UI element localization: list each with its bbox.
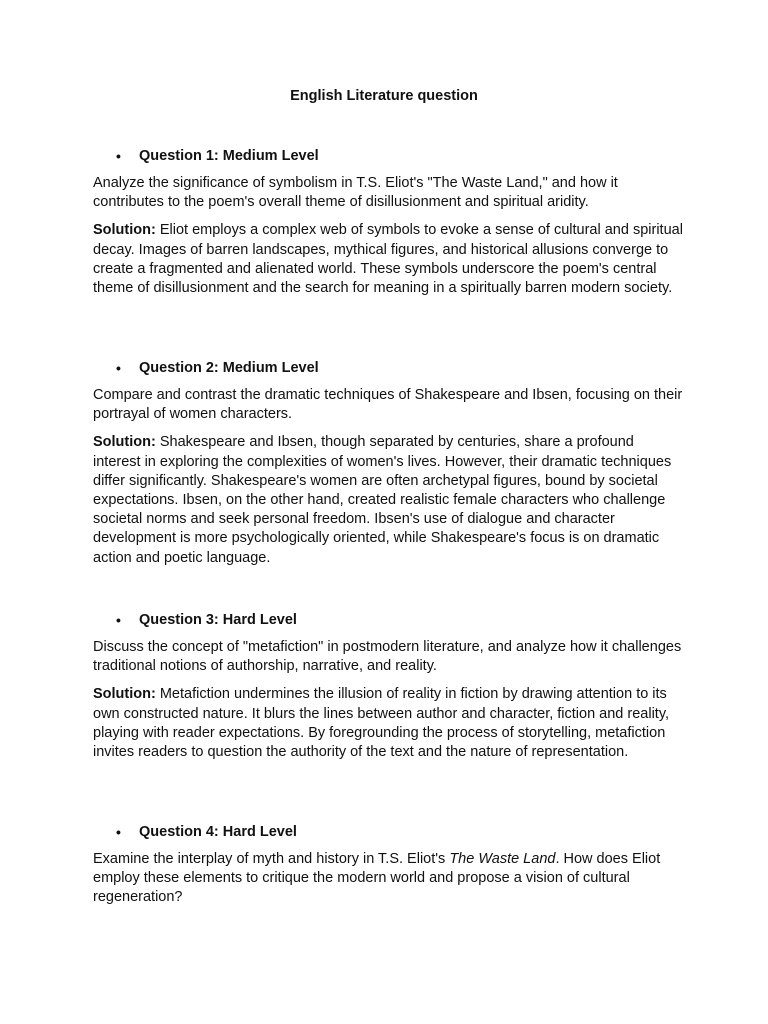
question-1-heading: [93, 146, 683, 166]
question-2-solution: [93, 433, 683, 567]
document-title: English Literature question: [290, 88, 478, 104]
bullet-icon: •: [116, 824, 121, 840]
solution-text: Eliot employs a complex web of symbols to evoke a sense of cultural and spiritual decay. Images of barren landscapes, mythical figures, and historical allusions converge to create a fragmented and alienated world. These symbols underscore the poem's central theme of disillusionment and the search for meaning in a spiritually barren modern society.: [93, 222, 683, 297]
question-2-heading-text: Question 2: Medium Level: [139, 360, 319, 376]
question-1-prompt: Analyze the significance of symbolism in T.S. Eliot's "The Waste Land," and how it contributes to the poem's overall theme of disillusionment and spiritual aridity.: [93, 175, 618, 211]
question-4: [93, 822, 683, 908]
question-1: [93, 146, 683, 298]
question-3-heading: [93, 610, 683, 630]
bullet-icon: •: [116, 612, 121, 628]
question-1-heading-text: Question 1: Medium Level: [139, 148, 319, 164]
question-3: [93, 610, 683, 762]
solution-label: Solution:: [93, 686, 156, 703]
question-2-prompt: Compare and contrast the dramatic techniques of Shakespeare and Ibsen, focusing on their portrayal of women characters.: [93, 387, 683, 423]
question-4-heading: [93, 822, 683, 842]
question-3-prompt: Discuss the concept of "metafiction" in postmodern literature, and analyze how it challenges traditional notions of authorship, narrative, and reality.: [93, 639, 682, 675]
question-3-solution: [93, 685, 683, 762]
solution-text: Shakespeare and Ibsen, though separated by centuries, share a profound interest in exploring the complexities of women's lives. However, their dramatic techniques differ significantly. Shakespeare's women are often archetypal figures, bound by societal expectations. Ibsen, on the other hand, created realistic female characters who challenge societal norms and seek personal freedom. Ibsen's use of dialogue and character development is more psychologically oriented, while Shakespeare's focus is on dramatic action and poetic language.: [93, 434, 672, 566]
prompt-text-after: . How does Eliot employ these elements to critique the modern world and propose a vision of cultural regeneration?: [93, 851, 661, 906]
question-2-heading: [93, 358, 683, 378]
solution-label: Solution:: [93, 434, 156, 451]
prompt-text-before: Examine the interplay of myth and history in T.S. Eliot's: [93, 851, 450, 867]
question-1-solution: [93, 221, 683, 298]
poem-title: The Waste Land: [449, 851, 556, 867]
bullet-icon: •: [116, 148, 121, 164]
solution-text: Metafiction undermines the illusion of reality in fiction by drawing attention to its own constructed nature. It blurs the lines between author and character, fiction and reality, playing with reader expectations. By foregrounding the process of storytelling, metafiction invites readers to question the authority of the text and the nature of representation.: [93, 686, 670, 761]
question-4-prompt: [93, 850, 683, 908]
question-3-heading-text: Question 3: Hard Level: [139, 612, 297, 628]
question-2: [93, 358, 683, 568]
question-4-heading-text: Question 4: Hard Level: [139, 824, 297, 840]
solution-label: Solution:: [93, 222, 156, 239]
bullet-icon: •: [116, 360, 121, 376]
